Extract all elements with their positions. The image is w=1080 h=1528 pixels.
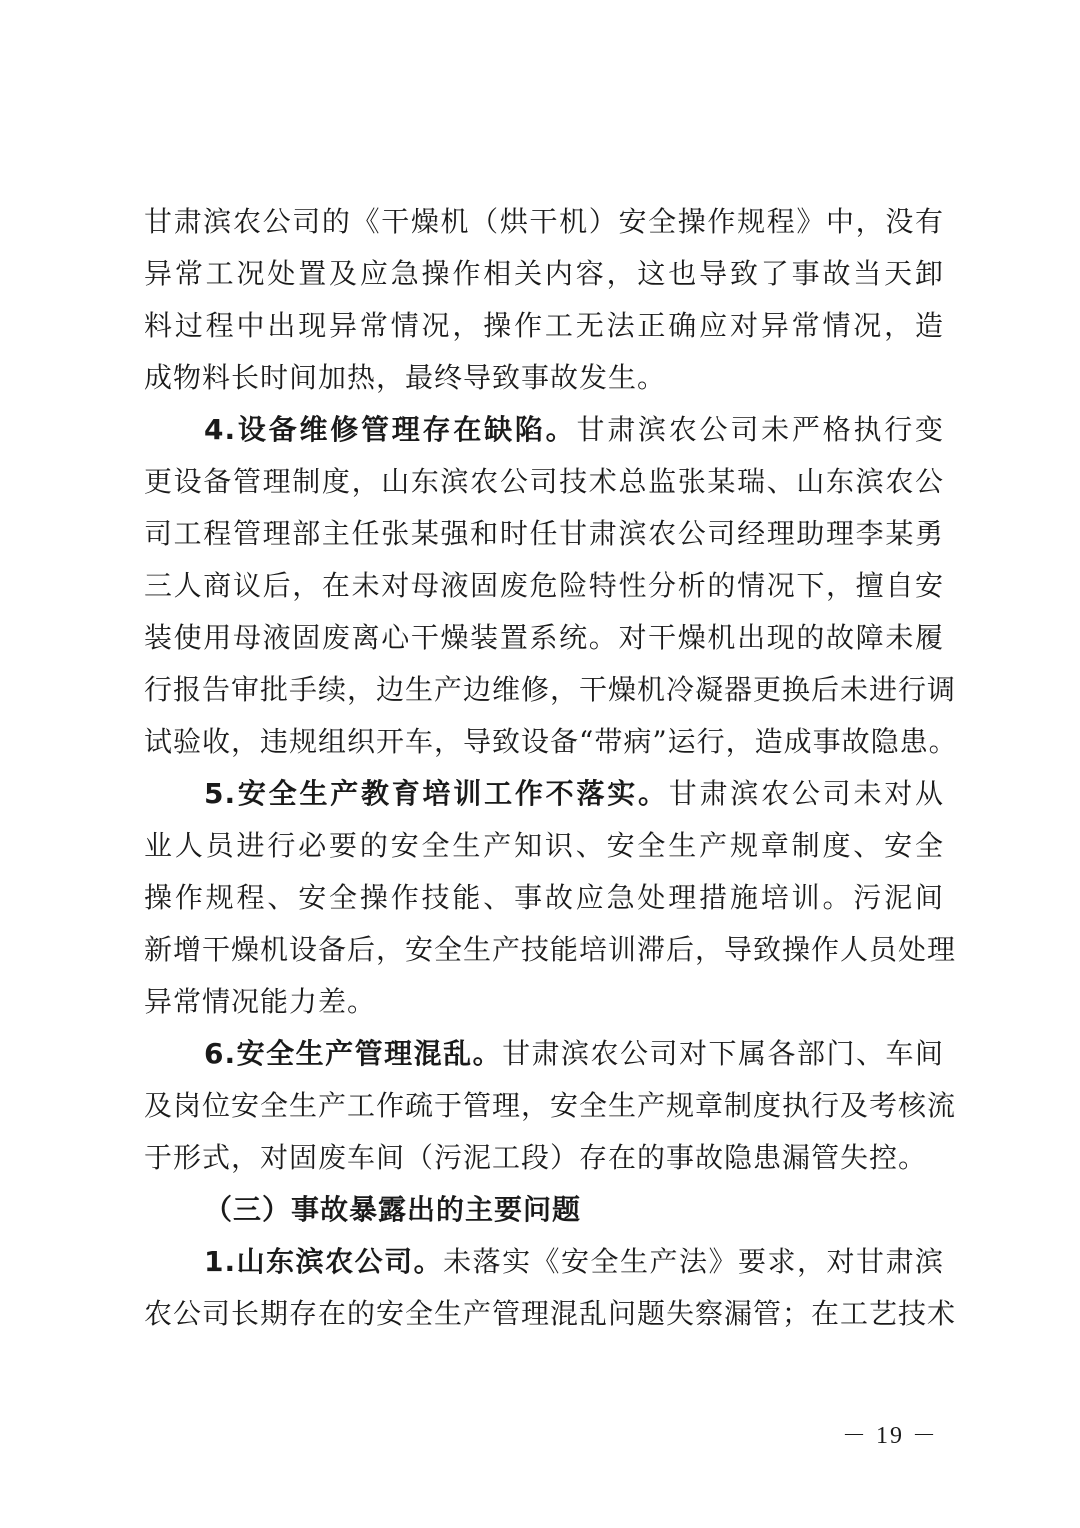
- section-6-heading: 6.安全生产管理混乱。: [204, 1037, 503, 1070]
- section-4-heading-line: 4.设备维修管理存在缺陷。甘肃滨农公司未严格执行变: [204, 413, 944, 446]
- body-text: [144, 196, 958, 1340]
- text-line-11: 试验收，违规组织开车，导致设备“带病”运行，造成事故隐患。: [144, 725, 958, 758]
- text-line-8: 三人商议后，在未对母液固废危险特性分析的情况下，擅自安: [144, 569, 944, 602]
- text-line-2: 异常工况处置及应急操作相关内容，这也导致了事故当天卸: [144, 257, 944, 290]
- subsection-3-heading: （三）事故暴露出的主要问题: [204, 1193, 582, 1226]
- text-line-13: 业人员进行必要的安全生产知识、安全生产规章制度、安全: [144, 829, 944, 862]
- text-line-4: 成物料长时间加热，最终导致事故发生。: [144, 361, 667, 394]
- text-line-22: 农公司长期存在的安全生产管理混乱问题失察漏管；在工艺技术: [144, 1297, 957, 1330]
- text-line-6: 更设备管理制度，山东滨农公司技术总监张某瑞、山东滨农公: [144, 465, 944, 498]
- item-1-heading: 1.山东滨农公司。: [204, 1245, 444, 1278]
- section-5-heading: 5.安全生产教育培训工作不落实。: [204, 777, 669, 810]
- item-1-heading-line: 1.山东滨农公司。未落实《安全生产法》要求，对甘肃滨: [204, 1245, 944, 1278]
- text-line-15: 新增干燥机设备后，安全生产技能培训滞后，导致操作人员处理: [144, 933, 957, 966]
- section-5-heading-line: 5.安全生产教育培训工作不落实。甘肃滨农公司未对从: [204, 777, 944, 810]
- text-line-19: 于形式，对固废车间（污泥工段）存在的事故隐患漏管失控。: [144, 1141, 928, 1174]
- subsection-3-heading-line: [144, 1184, 944, 1236]
- text-line-3: 料过程中出现异常情况，操作工无法正确应对异常情况，造: [144, 309, 944, 342]
- text-line-14: 操作规程、安全操作技能、事故应急处理措施培训。污泥间: [144, 881, 944, 914]
- text-line-16: 异常情况能力差。: [144, 985, 377, 1018]
- text-line-1: 甘肃滨农公司的《干燥机（烘干机）安全操作规程》中，没有: [144, 205, 944, 238]
- text-line-18: 及岗位安全生产工作疏于管理，安全生产规章制度执行及考核流: [144, 1089, 957, 1122]
- text-line-10: 行报告审批手续，边生产边维修，干燥机冷凝器更换后未进行调: [144, 673, 957, 706]
- section-6-heading-line: 6.安全生产管理混乱。甘肃滨农公司对下属各部门、车间: [204, 1037, 944, 1070]
- page-number: － 19 －: [842, 1423, 938, 1449]
- text-line-9: 装使用母液固废离心干燥装置系统。对干燥机出现的故障未履: [144, 621, 944, 654]
- section-4-heading: 4.设备维修管理存在缺陷。: [204, 413, 577, 446]
- text-line-7: 司工程管理部主任张某强和时任甘肃滨农公司经理助理李某勇: [144, 517, 944, 550]
